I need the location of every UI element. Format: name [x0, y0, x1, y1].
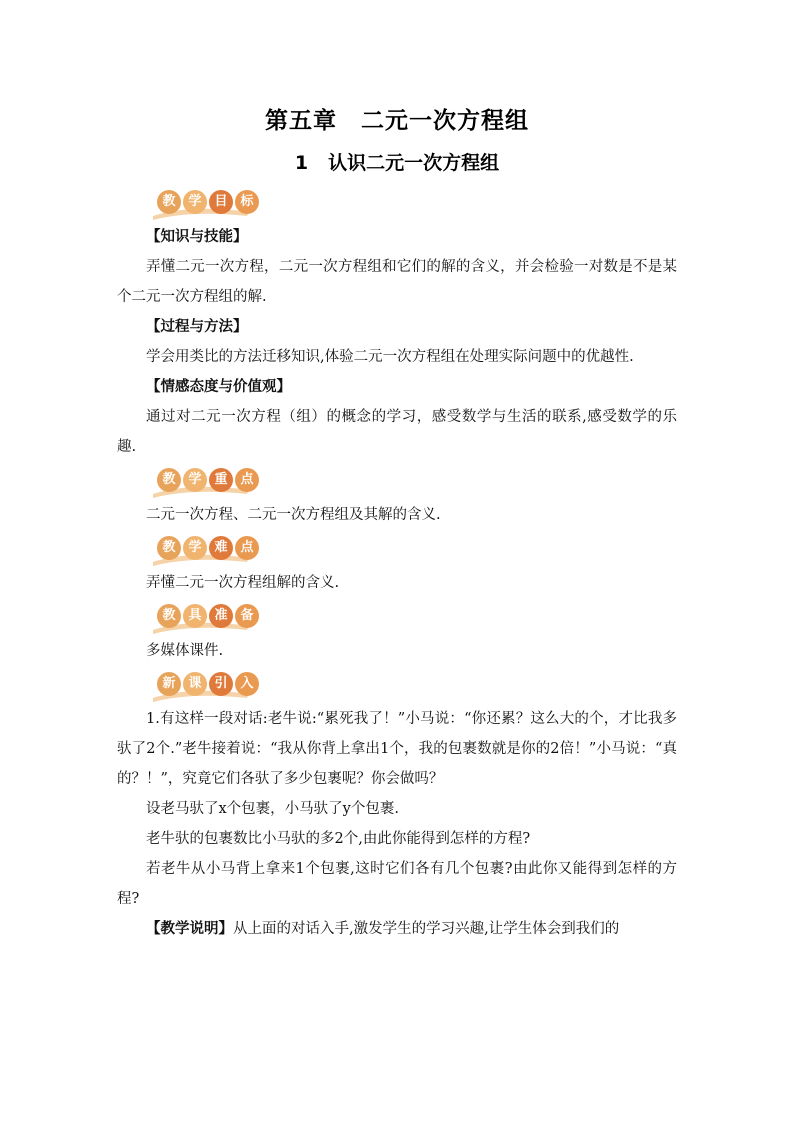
- badge-intro: [117, 668, 677, 704]
- badge-goals: [117, 186, 677, 222]
- process-heading: 【过程与方法】: [146, 319, 248, 335]
- badge-char: 备: [235, 604, 259, 628]
- badge-char: 重: [209, 468, 233, 492]
- process-text: 学会用类比的方法迁移知识,体验二元一次方程组在处理实际问题中的优越性.: [146, 349, 634, 365]
- badge-char: 目: [209, 190, 233, 214]
- badge-char: 课: [183, 672, 207, 696]
- knowledge-text: 弄懂二元一次方程，二元一次方程组和它们的解的含义，并会检验一对数是不是某个二元一次方程组的解.: [117, 259, 677, 305]
- content-column: [117, 184, 677, 944]
- badge-char: 点: [235, 468, 259, 492]
- badge-char: 准: [209, 604, 233, 628]
- badge-char: 点: [235, 536, 259, 560]
- section-number: 1: [294, 152, 309, 174]
- badge-char: 标: [235, 190, 259, 214]
- chapter-title: 第五章 二元一次方程组: [265, 108, 529, 134]
- intro-paragraph-4: 若老牛从小马背上拿来1个包裹,这时它们各有几个包裹?由此你又能得到怎样的方程?: [117, 861, 677, 907]
- tools-text: 多媒体课件.: [146, 643, 224, 659]
- badge-char: 学: [183, 190, 207, 214]
- badge-char: 教: [157, 468, 181, 492]
- badge-char: 具: [183, 604, 207, 628]
- badge-char: 学: [183, 536, 207, 560]
- intro-paragraph-1: 1.有这样一段对话:老牛说:“累死我了！”小马说：“你还累？这么大的个，才比我多驮了2个.”老牛接着说：“我从你背上拿出1个，我的包裹数就是你的2倍！”小马说：“真的？！”，究竟它们各驮了多少包裹呢？你会做吗？: [117, 711, 677, 787]
- badge-char: 教: [157, 536, 181, 560]
- teaching-note: [117, 914, 677, 944]
- teaching-note-label: 【教学说明】: [146, 921, 233, 937]
- badge-key-points: [117, 464, 677, 500]
- badge-char: 入: [235, 672, 259, 696]
- badge-tools: [117, 600, 677, 636]
- emotion-text: 通过对二元一次方程（组）的概念的学习，感受数学与生活的联系,感受数学的乐趣.: [117, 409, 677, 455]
- badge-char: 引: [209, 672, 233, 696]
- badge-difficulties: [117, 532, 677, 568]
- section-title: [0, 148, 794, 175]
- intro-paragraph-2: 设老马驮了x个包裹，小马驮了y个包裹.: [146, 801, 399, 817]
- teaching-note-text: 从上面的对话入手,激发学生的学习兴趣,让学生体会到我们的: [233, 921, 620, 937]
- badge-char: 教: [157, 604, 181, 628]
- key-points-text: 二元一次方程、二元一次方程组及其解的含义.: [146, 507, 441, 523]
- badge-char: 学: [183, 468, 207, 492]
- knowledge-heading: 【知识与技能】: [146, 229, 248, 245]
- intro-paragraph-3: 老牛驮的包裹数比小马驮的多2个,由此你能得到怎样的方程?: [146, 831, 531, 847]
- badge-char: 教: [157, 190, 181, 214]
- section-name: 认识二元一次方程组: [328, 152, 500, 174]
- emotion-heading: 【情感态度与价值观】: [146, 379, 291, 395]
- badge-char: 难: [209, 536, 233, 560]
- difficulties-text: 弄懂二元一次方程组解的含义.: [146, 575, 340, 591]
- badge-char: 新: [157, 672, 181, 696]
